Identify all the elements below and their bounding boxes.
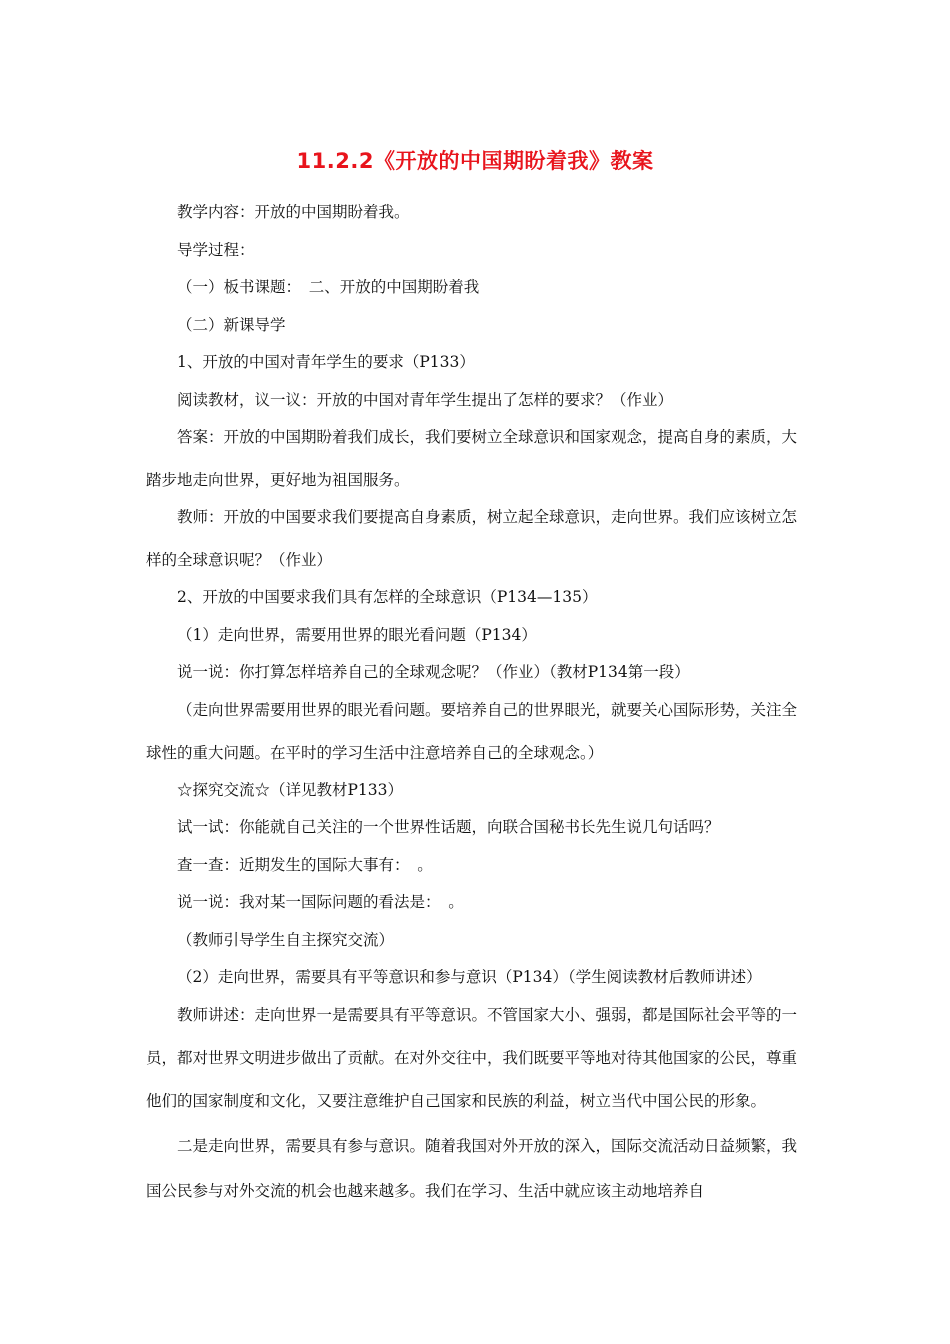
paragraph: 阅读教材，议一议：开放的中国对青年学生提出了怎样的要求？（作业） [177,390,674,409]
paragraph: ☆探究交流☆（详见教材P133） [177,780,404,799]
paragraph: 说一说：你打算怎样培养自己的全球观念呢？（作业）（教材P134第一段） [177,663,690,681]
paragraph: 二是走向世界，需要具有参与意识。随着我国对外开放的深入，国际交流活动日益频繁，我国公民参与对外交流的机会也越来越多。我们在学习、生活中就应该主动地培养自 [146,1136,798,1200]
paragraph: （2）走向世界，需要具有平等意识和参与意识（P134）（学生阅读教材后教师讲述） [177,968,762,986]
paragraph: 2、开放的中国要求我们具有怎样的全球意识（P134—135） [177,588,598,606]
paragraph: （1）走向世界，需要用世界的眼光看问题（P134） [177,625,537,644]
paragraph: 教师：开放的中国要求我们要提高自身素质，树立起全球意识，走向世界。我们应该树立怎样的全球意识呢？（作业） [146,508,798,569]
paragraph: 1、开放的中国对青年学生的要求（P133） [177,353,475,371]
paragraph: （一）板书课题： 二、开放的中国期盼着我 [177,278,480,296]
paragraph: 教学内容：开放的中国期盼着我。 [177,203,410,221]
paragraph: 查一查：近期发生的国际大事有： 。 [177,855,433,874]
document-body [146,198,806,1222]
document-title: 11.2.2《开放的中国期盼着我》教案 [296,149,654,173]
paragraph: 教师讲述：走向世界一是需要具有平等意识。不管国家大小、强弱，都是国际社会平等的一员，都对世界文明进步做出了贡献。在对外交往中，我们既要平等地对待其他国家的公民，尊重他们的国家制度和文化，又要注意维护自己国家和民族的利益，树立当代中国公民的形象。 [146,1005,798,1110]
paragraph: 答案：开放的中国期盼着我们成长，我们要树立全球意识和国家观念，提高自身的素质，大踏步地走向世界，更好地为祖国服务。 [146,428,798,489]
paragraph: 试一试：你能就自己关注的一个世界性话题，向联合国秘书长先生说几句话吗？ [177,818,720,836]
paragraph: （二）新课导学 [177,315,286,334]
paragraph: 导学过程： [177,240,255,259]
paragraph: （走向世界需要用世界的眼光看问题。要培养自己的世界眼光，就要关心国际形势，关注全球性的重大问题。在平时的学习生活中注意培养自己的全球观念。） [146,700,798,762]
paragraph: （教师引导学生自主探究交流） [177,930,395,949]
paragraph: 说一说：我对某一国际问题的看法是： 。 [177,893,464,911]
